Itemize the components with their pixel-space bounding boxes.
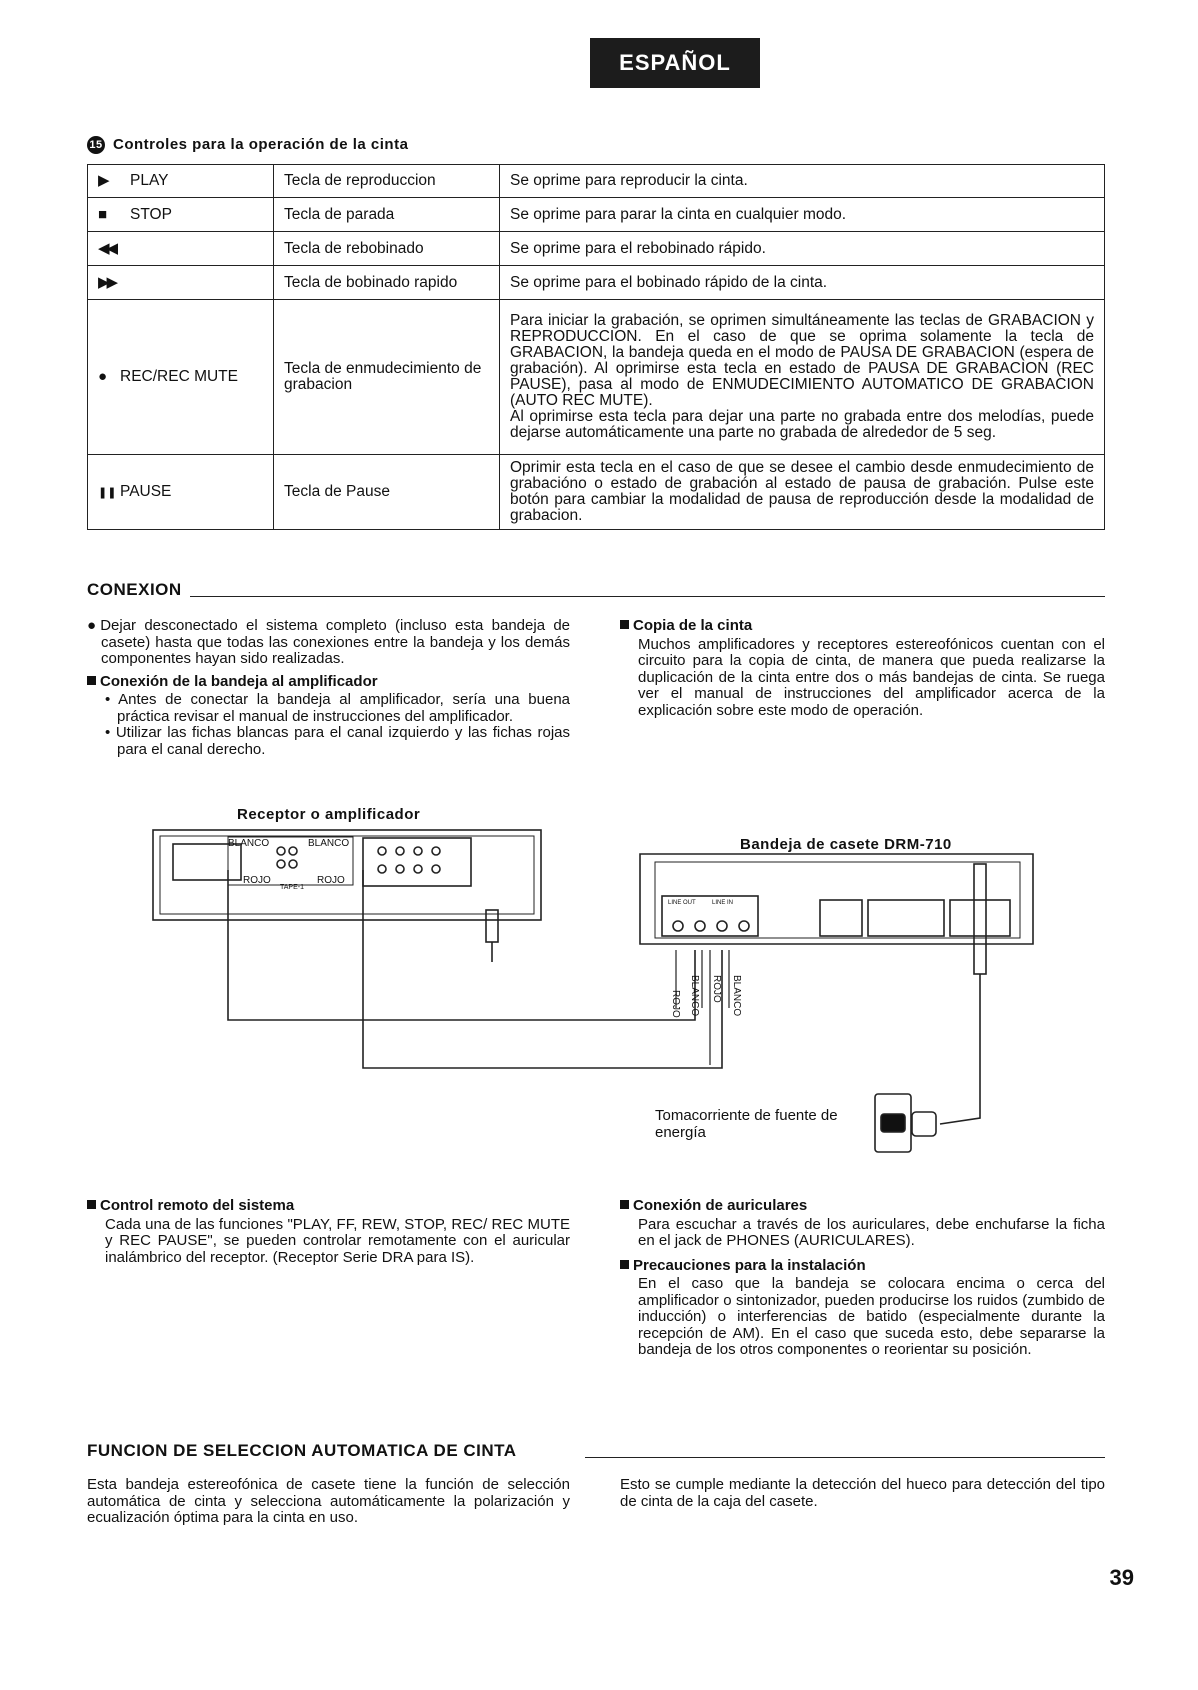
bullet-dot: • [105,691,119,708]
pause-icon: ❚❚ [98,486,117,499]
name-cell: Tecla de enmudecimiento de grabacion [274,300,500,455]
rewind-icon: ◀◀ [98,239,116,257]
deck-panel-b [868,900,944,936]
headphones-text: Para escuchar a través de los auriculares, debe enchufarse la ficha en el jack de PHONES (AURICULARES). [638,1215,1105,1249]
precautions-text: En el caso que la bandeja se colocara encima o cerca del amplificador o sintonizador, pueden producirse los ruidos (zumbido de inducción) o interferencias de batido (especialmente durante la recepción de AM). En el caso que suceda esto, debe separarse la bandeja de los otros componentes o reorientar su posición. [638,1275,1105,1358]
key-label: STOP [130,205,172,223]
name-cell: Tecla de bobinado rapido [274,266,500,300]
precautions-title: Precauciones para la instalación [633,1256,866,1274]
remote-title: Control remoto del sistema [100,1197,295,1214]
bullet-dot: ● [87,617,101,634]
name-cell: Tecla de Pause [274,455,500,530]
name-cell: Tecla de reproduccion [274,165,500,198]
conexion-intro-text: Dejar desconectado el sistema completo (incluso esta bandeja de casete) hasta que todas las conexiones entre la bandeja y los demás componentes hayan sido realizadas. [100,617,571,667]
fast-forward-icon: ▶▶ [98,273,116,291]
conexion-title: CONEXION [87,580,182,599]
remote-text: Cada una de las funciones "PLAY, FF, REW, STOP, REC/ REC MUTE y REC PAUSE", se pueden controlar remotamente con el auricular inalámbrico del receptor. (Receptor Serie DRA para IS). [105,1215,570,1266]
receiver-label: Receptor o amplificador [237,806,421,823]
deck-panel-a [820,900,862,936]
blanco-left-label: BLANCO [228,838,270,849]
bullet-dot: • [105,724,116,741]
square-bullet-icon [620,1200,629,1209]
remote-heading [87,1198,570,1215]
square-bullet-icon [87,1200,96,1209]
name-cell: Tecla de parada [274,198,500,232]
desc-cell: Se oprime para el bobinado rápido de la cinta. [500,266,1105,300]
key-label: PAUSE [120,482,172,500]
key-label: REC/REC MUTE [120,368,238,385]
auto-select-right: Esto se cumple mediante la detección del hueco para detección del tipo de cinta de la caja del casete. [620,1476,1105,1510]
desc-cell: Se oprime para reproducir la cinta. [500,165,1105,198]
receiver-speaker-block [363,838,471,886]
deck-panel-c [950,900,1010,936]
auto-select-title: FUNCION DE SELECCION AUTOMATICA DE CINTA [87,1441,517,1460]
controls-title: Controles para la operación de la cinta [113,136,409,153]
receiver-power-plug [486,910,498,942]
line-in-label: LINE IN [712,900,734,906]
rojo-cable-label: ROJO [670,990,681,1018]
precautions-heading [620,1258,1105,1275]
deck-label: Bandeja de casete DRM-710 [740,836,952,853]
power-cable [940,974,980,1124]
section-number: 15 [87,136,105,154]
key-label: PLAY [130,172,169,189]
deck-power-cord [974,864,986,974]
blanco-cable-label: BLANCO [689,975,700,1017]
desc-cell: Oprimir esta tecla en el caso de que se desee el cambio desde enmudecimiento de grabacióno o estado de grabación al estado de pausa de grabación. Pulse este botón para cambiar la modalidad de pausa de reproducción desde la modalidad de grabacion. [500,455,1105,530]
remote-block [87,1198,570,1266]
rec-desc-2: Al oprimirse esta tecla para dejar una parte no grabada entre dos melodías, puede dejarse automáticamente una parte no grabada de alrededor de 5 seg. [510,408,1094,441]
amp-item-text: Utilizar las fichas blancas para el canal izquierdo y las fichas rojas para el canal derecho. [115,724,570,758]
page-number: 39 [1109,1565,1134,1590]
amp-item-text: Antes de conectar la bandeja al amplificador, sería una buena práctica revisar el manual de instrucciones del amplificador. [117,691,571,725]
copy-text: Muchos amplificadores y receptores estereofónicos cuentan con el circuito para la copia de cinta, de manera que pueda realizarse la duplicación de la cinta entre dos o más bandejas de cinta. Se ruega ver el manual de instrucciones del amplificador acerca de la explicación sobre este modo de operación. [638,635,1105,719]
amp-title: Conexión de la bandeja al amplificador [100,672,378,690]
stop-icon: ■ [98,205,108,223]
record-icon: ● [98,368,108,385]
power-plug-icon [912,1112,936,1136]
outlet-label: Tomacorriente de fuente de energía [655,1107,838,1141]
copy-title: Copia de la cinta [633,617,753,634]
blanco-cable-label: BLANCO [731,975,742,1017]
headphones-heading [620,1198,1105,1215]
receiver-panel [173,844,241,880]
desc-cell: Se oprime para el rebobinado rápido. [500,232,1105,266]
auto-select-left: Esta bandeja estereofónica de casete tiene la función de selección automática de cinta y selecciona automáticamente la polarización y ecualización óptima para la cinta en uso. [87,1476,570,1526]
right-notes-block [620,1198,1105,1359]
blanco-right-label: BLANCO [308,838,350,849]
rojo-left-label: ROJO [243,875,271,886]
name-cell: Tecla de rebobinado [274,232,500,266]
cable-left-loop [228,870,695,1020]
rojo-cable-label: ROJO [711,975,722,1003]
language-tab: ESPAÑOL [590,38,760,88]
headphones-title: Conexión de auriculares [633,1197,808,1214]
desc-cell: Se oprime para parar la cinta en cualquier modo. [500,198,1105,232]
divider [585,1457,1105,1458]
line-out-label: LINE OUT [668,900,696,906]
rojo-right-label: ROJO [317,875,345,886]
play-icon: ▶ [98,172,110,189]
rec-desc: Para iniciar la grabación, se oprimen simultáneamente las teclas de GRABACION y REPRODUCCION. En el caso de que se oprima solamente la tecla de GRABACION, la bandeja queda en el modo de PAUSA DE GRABACION (espera de grabación). Al oprimirse esta tecla en estado de PAUSA DE GRABACION (REC PAUSE), pasa al modo de ENMUDECIMIENTO AUTOMATICO DE GRABACION (AUTO REC MUTE). [510,312,1094,409]
tape-label: TAPE-1 [280,884,304,891]
square-bullet-icon [620,1260,629,1269]
